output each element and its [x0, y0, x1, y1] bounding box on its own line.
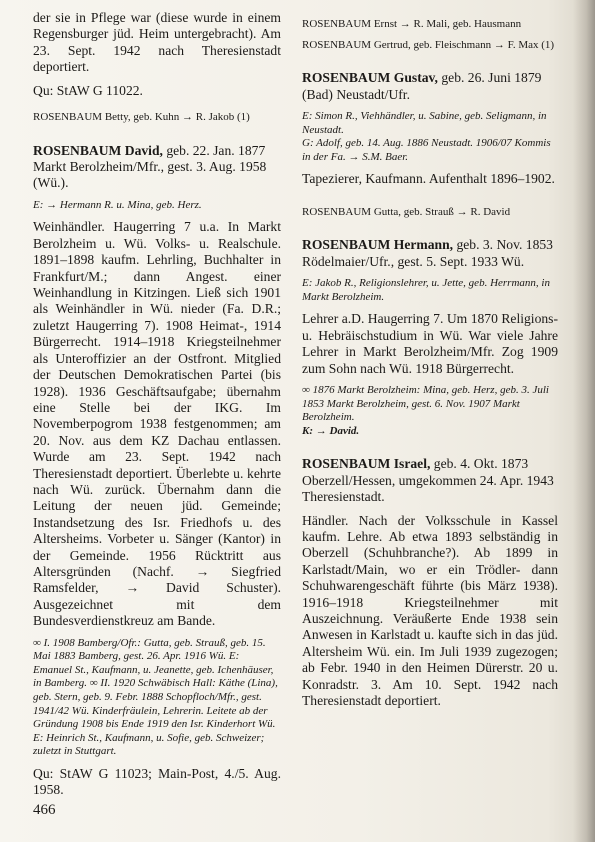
cross-reference: ROSENBAUM Gertrud, geb. Fleischmann → F. Max (1) [302, 38, 555, 51]
entry-name: ROSENBAUM Gustav, [302, 70, 438, 86]
entry-biography: Lehrer a.D. Haugerring 7. Um 1870 Religions- u. Hebräischstudium in Wü. War viele Jahre Lehrer in Markt Berolzheim/Mfr. Zog 1909 zum Sohn nach Wü. 1918 Bürgerrecht. [302, 311, 558, 376]
entry-siblings: G: Adolf, geb. 14. Aug. 1886 Neustadt. 1906/07 Kommis in der Fa. → S.M. Baer. [302, 137, 551, 163]
entry-biography: Weinhändler. Haugerring 7 u.a. In Markt Berolzheim u. Wü. Volks- u. Realschule. 1891–1898 kaufm. Lehrling, Buchhalter in Frankfurt/M.; dann Angest. einer Weinhandlung in Kitzingen. Ließ sich 1901 als Weinhändler in Wü. nieder (Fa. D.R.; zuletzt Haugerring 7). 1908 Heimat-, 1914 Bürgerrecht. 1914–1918 Kriegsteilnehmer als Unteroffizier an der Ostfront. Mitglied der Deutschen Demokratischen Partei (bis 1928). 1936 Geschäftsaufgabe; übernahm eine Stelle bei der IKG. Im Novemberpogrom 1938 festgenommen; am 20. Nov. aus dem KZ Dachau entlassen. Wurde am 23. Sept. 1942 nach Theresienstadt deportiert. Überlebte u. kehrte nach Wü. zurück. Übernahm dann die Leitung der neuen jüd. Gemeinde; Instandsetzung des Isr. Friedhofs u. des Altersheims. Vorbeter u. Sänger (Kantor) in der Gemeinde. 1956 Rücktritt aus Altersgründen (Nachf. → Siegfried Ramsfelder, → David Schuster). Ausgezeichnet mit dem Bundesverdienstkreuz am Bande. [33, 219, 281, 629]
entry-heading-gustav: ROSENBAUM Gustav, geb. 26. Juni 1879 (Bad) Neustadt/Ufr. [302, 70, 542, 102]
entry-heading-hermann: ROSENBAUM Hermann, geb. 3. Nov. 1853 Rödelmaier/Ufr., gest. 5. Sept. 1933 Wü. [302, 237, 553, 269]
entry-heading-israel: ROSENBAUM Israel, geb. 4. Okt. 1873 Oberzell/Hessen, umgekommen 24. Apr. 1943 Theresienstadt. [302, 456, 554, 505]
entry-heading-david: ROSENBAUM David, geb. 22. Jan. 1877 Markt Berolzheim/Mfr., gest. 3. Aug. 1958 (Wü.). [33, 142, 267, 191]
cross-reference: ROSENBAUM Gutta, geb. Strauß → R. David [302, 205, 511, 218]
entry-biography: Händler. Nach der Volksschule in Kassel kaufm. Lehre. Ab etwa 1893 selbständig in Oberzell (Schuhbranche?). Ab 1899 in Karlstadt/Main, wo er ein Trödler- dann Schuhwarengeschäft führte (bis März 1938). 1916–1918 Kriegsteilnehmer mit Auszeichnung. Veräußerte Ende 1938 sein Anwesen in Karlstadt u. kaufte sich in das jüd. Altersheim Wü. ein. Im Juli 1939 zugezogen; ab Febr. 1940 in den Heimen Dürerstr. 20 u. Konradstr. 3. Am 10. Sept. 1942 nach Theresienstadt deportiert. [302, 512, 558, 709]
entry-marriages: ∞ 1876 Markt Berolzheim: Mina, geb. Herz, geb. 3. Juli 1853 Markt Berolzheim, gest. 6. Nov. 1907 Markt Berolzheim. [302, 384, 549, 424]
entry-biography: Tapezierer, Kaufmann. Aufenthalt 1896–1902. [302, 171, 555, 187]
entry-children: K: → David. [302, 424, 360, 437]
cross-reference: ROSENBAUM Betty, geb. Kuhn → R. Jakob (1) [33, 111, 250, 124]
source-note: Qu: StAW G 11022. [33, 82, 143, 98]
page-number: 466 [33, 802, 56, 818]
entry-name: ROSENBAUM Hermann, [302, 237, 454, 253]
entry-marriages: ∞ I. 1908 Bamberg/Ofr.: Gutta, geb. Strauß, geb. 15. Mai 1883 Bamberg, gest. 26. Apr. 1916 Wü. E: Emanuel St., Kaufmann, u. Jeanette, geb. Ichenhäuser, in Bamberg. ∞ II. 1920 Schwäbisch Hall: Käthe (Lina), geb. Stern, geb. 9. Febr. 1888 Schopfloch/Mfr., gest. 1941/42 Wü. Kinderfräulein, Lehrerin. Leitete ab der Gründung 1908 bis Ende 1919 den Isr. Kinderhort Wü. E: Heinrich St., Kaufmann, u. Sofie, geb. Schweizer; zuletzt in Stuttgart. [33, 636, 278, 758]
entry-name: ROSENBAUM David, [33, 142, 163, 158]
entry-parents: E: → Hermann R. u. Mina, geb. Herz. [33, 198, 202, 211]
entry-name: ROSENBAUM Israel, [302, 456, 431, 472]
entry-parents: E: Simon R., Viehhändler, u. Sabine, geb. Seligmann, in Neustadt. [302, 110, 547, 136]
left-column [33, 10, 281, 799]
page-spine-shadow [573, 0, 595, 842]
source-note: Qu: StAW G 11023; Main-Post, 4./5. Aug. 1958. [33, 765, 281, 798]
right-column [302, 10, 558, 709]
cross-reference: ROSENBAUM Ernst → R. Mali, geb. Hausmann [302, 18, 522, 30]
entry-parents: E: Jakob R., Religionslehrer, u. Jette, geb. Herrmann, in Markt Berolzheim. [302, 277, 550, 303]
entry-continuation: der sie in Pflege war (diese wurde in einem Regensburger jüd. Heim untergebracht). Am 23. Sept. 1942 nach Theresienstadt deportiert. [33, 10, 281, 75]
